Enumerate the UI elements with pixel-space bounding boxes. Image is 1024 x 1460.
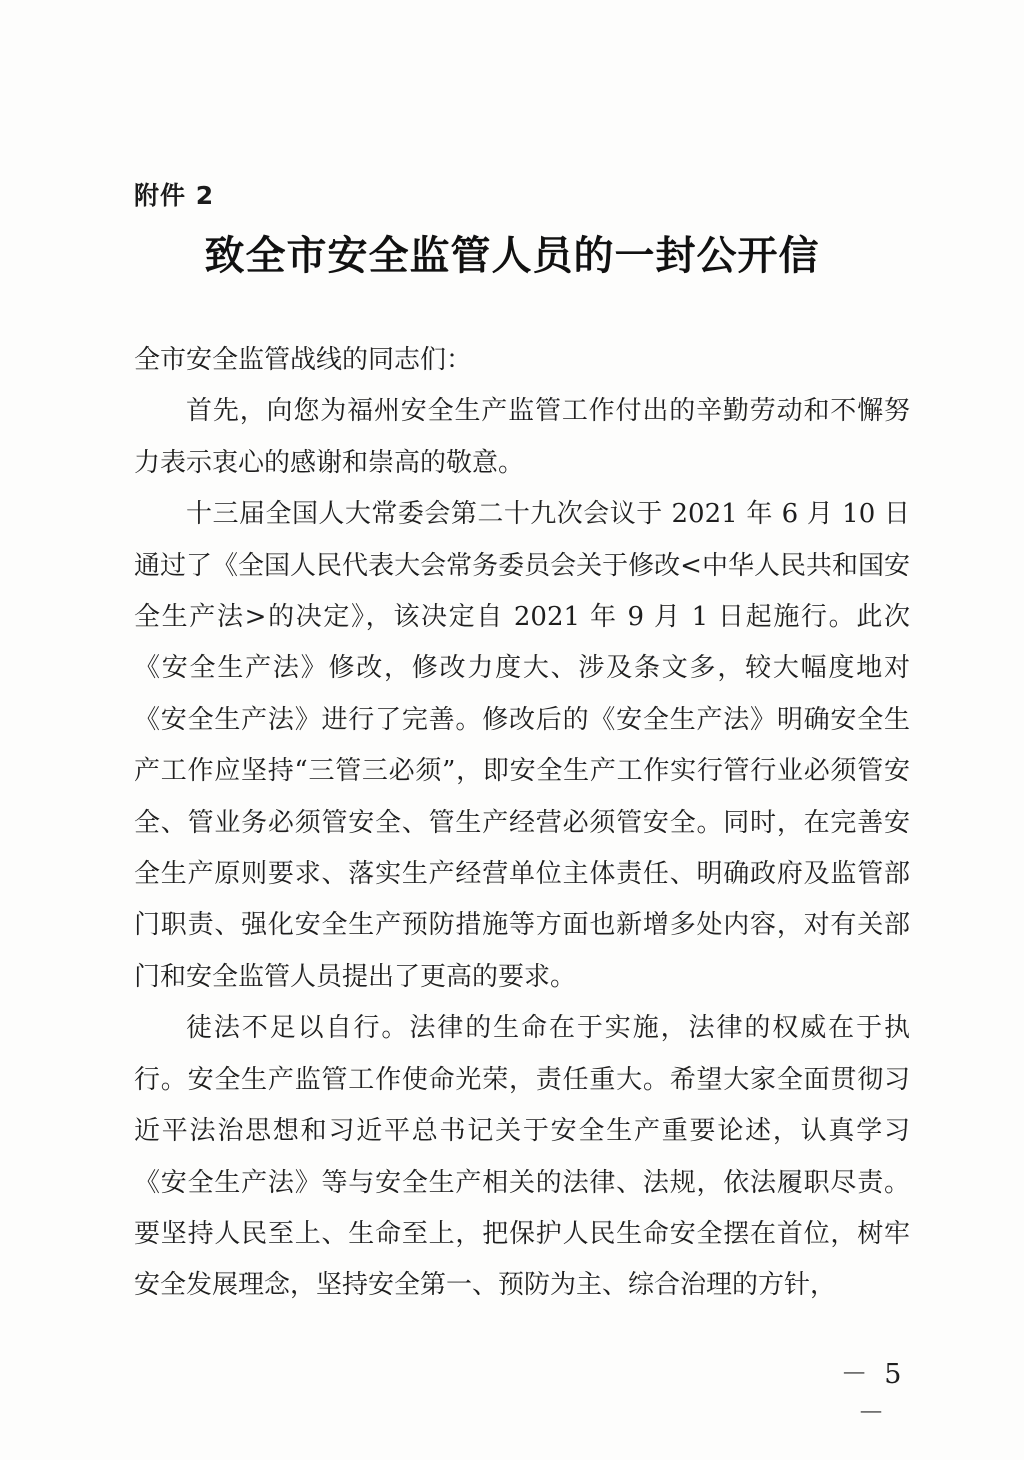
salutation: 全市安全监管战线的同志们： — [134, 345, 473, 375]
paragraph-thanks: 首先，向您为福州安全生产监管工作付出的辛勤劳动和不懈努力表示衷心的感谢和崇高的敬意。 — [134, 396, 910, 478]
page-number: － 5 － — [840, 1359, 906, 1429]
letter-body — [134, 335, 910, 1312]
paragraph-law-revision: 十三届全国人大常委会第二十九次会议于 2021 年 6 月 10 日通过了《全国人民代表大会常务委员会关于修改<中华人民共和国安全生产法>的决定》，该决定自 2021 年 9 月 1 日起施行。此次《安全生产法》修改，修改力度大、涉及条文多，较大幅度地对《安全生产法》进行了完善。修改后的《安全生产法》明确安全生产工作应坚持“三管三必须”，即安全生产工作实行管行业必须管安全、管业务必须管安全、管生产经营必须管安全。同时，在完善安全生产原则要求、落实生产经营单位主体责任、明确政府及监管部门职责、强化安全生产预防措施等方面也新增多处内容，对有关部门和安全监管人员提出了更高的要求。 — [134, 499, 910, 992]
attachment-label: 附件 2 — [134, 181, 215, 210]
page-title: 致全市安全监管人员的一封公开信 — [204, 232, 820, 279]
paragraph-enforcement: 徒法不足以自行。法律的生命在于实施，法律的权威在于执行。安全生产监管工作使命光荣，责任重大。希望大家全面贯彻习近平法治思想和习近平总书记关于安全生产重要论述，认真学习《安全生产法》等与安全生产相关的法律、法规，依法履职尽责。要坚持人民至上、生命至上，把保护人民生命安全摆在首位，树牢安全发展理念，坚持安全第一、预防为主、综合治理的方针， — [134, 1013, 910, 1301]
